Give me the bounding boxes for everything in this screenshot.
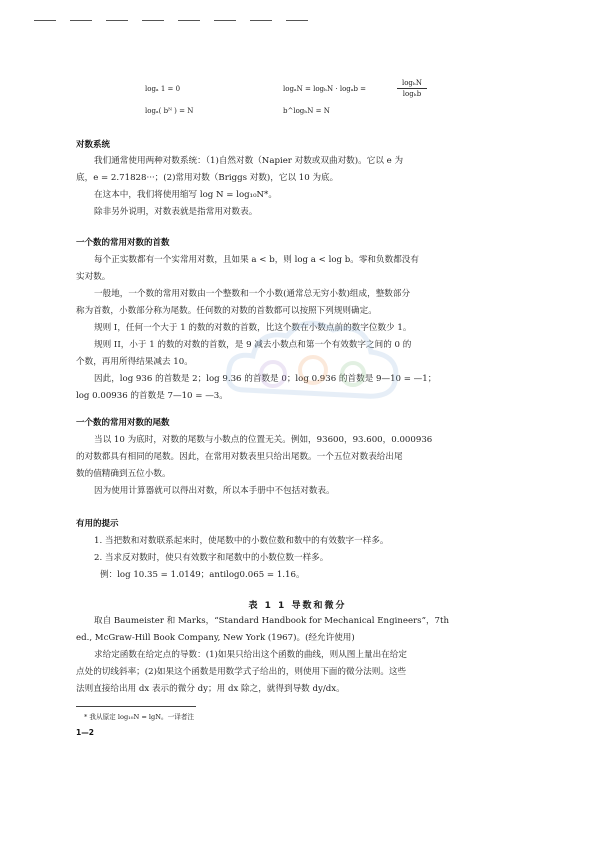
text-line: 的对数都具有相同的尾数。因此，在常用对数表里只给出尾数。一个五位对数表给出尾 — [76, 452, 403, 462]
top-dash-rule — [34, 20, 308, 21]
paragraph-table-intro — [76, 613, 496, 698]
text-line: 因此，log 936 的首数是 2；log 9.36 的首数是 0；log 0.936 的首数是 9—10 = —1； — [94, 374, 437, 384]
text-line: log 0.00936 的首数是 7—10 = —3。 — [76, 391, 228, 401]
text-line: 在这本中，我们将使用缩写 log N = log₁₀N*。 — [94, 190, 277, 200]
text-line: 称为首数，小数部分称为尾数。任何数的对数的首数都可以按照下列规则确定。 — [76, 306, 377, 316]
text-line: 法则直接给出用 dx 表示的微分 dy；用 dx 除之，就得到导数 dy/dx。 — [76, 684, 345, 694]
text-line: 除非另外说明，对数表就是指常用对数表。 — [94, 207, 258, 217]
text-line: 底，e = 2.71828···；(2)常用对数（Briggs 对数)，它以 10 为底。 — [76, 173, 339, 183]
formula-change-of-base: logₐN = logₕN · logₐb = — [283, 85, 367, 93]
text-line: 因为使用计算器就可以得出对数，所以本手册中不包括对数表。 — [94, 486, 335, 496]
formula-exp-log: b^logₕN = N — [283, 107, 330, 115]
heading-characteristic: 一个数的常用对数的首数 — [76, 238, 170, 248]
footnote: * 我从原定 log₁₀N = lgN。一译者注 — [84, 713, 195, 721]
text-line: 求给定函数在给定点的导数：(1)如果只给出这个函数的曲线，则从图上量出在给定 — [94, 650, 407, 660]
text-line: 规则 I，任何一个大于 1 的数的对数的首数，比这个数在小数点前的数字位数少 1。 — [94, 323, 412, 333]
paragraph-mantissa — [76, 432, 494, 500]
heading-log-systems: 对数系统 — [76, 140, 111, 150]
paragraph-useful-tips — [76, 533, 494, 584]
text-line: 每个正实数都有一个实常用对数，且如果 a < b，则 log a < log b。零和负数都没有 — [94, 255, 419, 265]
text-line: 数的值精确到五位小数。 — [76, 469, 171, 479]
table-title: 表 1 1 导数和微分 — [248, 601, 347, 611]
text-line: 实对数。 — [76, 272, 111, 282]
text-line: 点处的切线斜率；(2)如果这个函数是用数学式子给出的，则使用下面的微分法则。这些 — [76, 667, 407, 677]
text-line: 我们通常使用两种对数系统：（1)自然对数（Napier 对数或双曲对数)。它以 e 为 — [94, 156, 404, 166]
footnote-rule — [76, 706, 196, 707]
formula-log-power: logₐ( bᴺ ) = N — [145, 107, 194, 115]
fraction-denominator: logₕb — [402, 90, 422, 98]
fraction-numerator: logₕN — [397, 79, 427, 89]
heading-useful-tips: 有用的提示 — [76, 519, 119, 529]
text-line: 当以 10 为底时，对数的尾数与小数点的位置无关。例如，93600，93.600，0.000936 — [94, 435, 433, 445]
text-line: 取自 Baumeister 和 Marks，“Standard Handbook for Mechanical Engineers”，7th — [94, 616, 450, 626]
heading-mantissa: 一个数的常用对数的尾数 — [76, 418, 170, 428]
formula-fraction — [397, 79, 427, 98]
watermark-cloud-icon — [215, 300, 415, 420]
text-line: 个数，再用所得结果减去 10。 — [76, 357, 193, 367]
tip-example: 例：log 10.35 = 1.0149；antilog0.065 = 1.16。 — [100, 570, 305, 580]
text-line: 规则 II，小于 1 的数的对数的首数，是 9 减去小数点和第一个有效数字之间的 0 的 — [94, 340, 412, 350]
paragraph-log-systems — [76, 153, 494, 221]
text-line: ed., McGraw-Hill Book Company, New York (1967)。(经允许使用) — [76, 633, 355, 643]
tip-item: 1. 当把数和对数联系起来时，使尾数中的小数位数和数中的有效数字一样多。 — [94, 536, 389, 546]
formula-log-one: logₐ 1 = 0 — [145, 85, 181, 93]
page-number: 1—2 — [76, 728, 94, 737]
tip-item: 2. 当求反对数时，使只有效数字和尾数中的小数位数一样多。 — [94, 553, 329, 563]
text-line: 一般地，一个数的常用对数由一个整数和一个小数(通常总无穷小数)组成，整数部分 — [94, 289, 411, 299]
